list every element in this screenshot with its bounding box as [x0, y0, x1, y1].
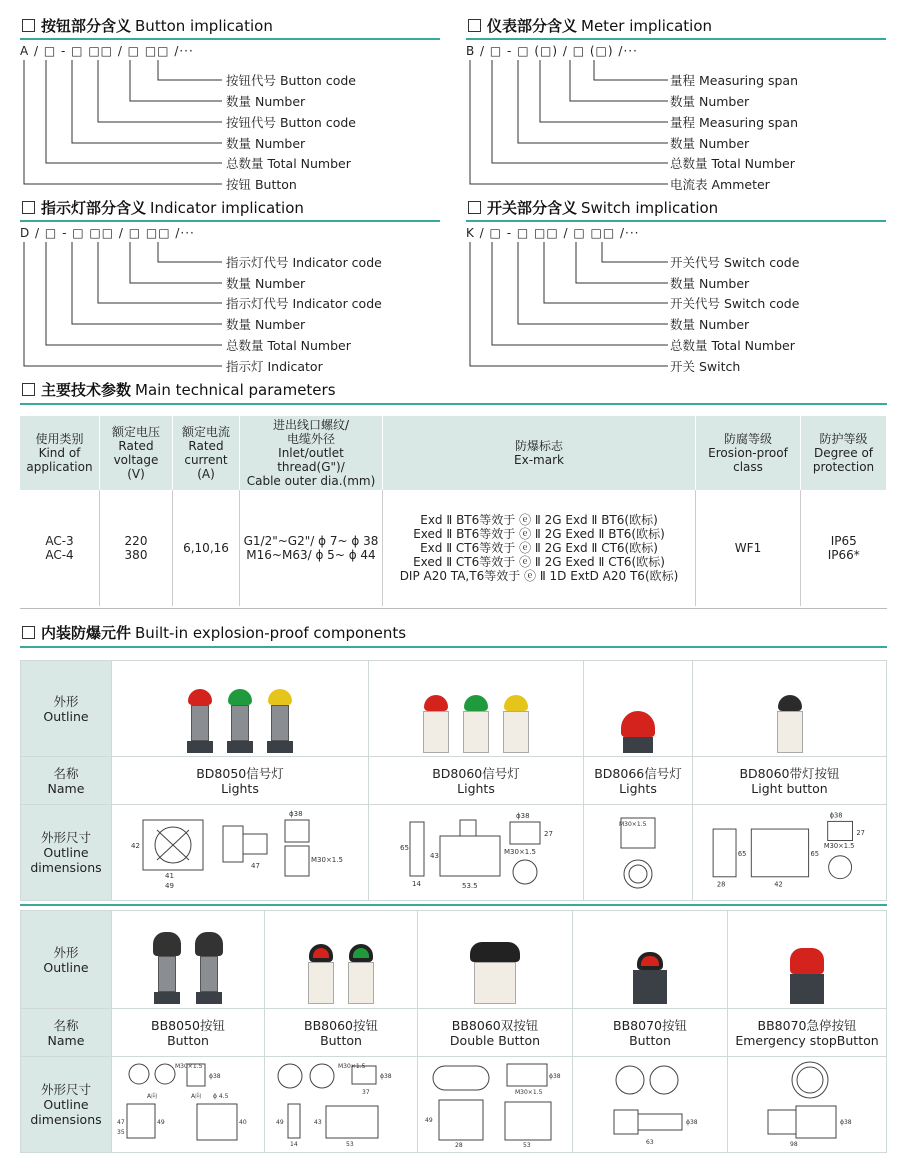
legend-item: 数量 Number [226, 276, 306, 291]
header-protection: 防护等级 Degree of protection [801, 416, 887, 490]
svg-text:53: 53 [346, 1141, 354, 1148]
svg-text:27: 27 [856, 828, 865, 837]
dims-drawing [369, 805, 584, 901]
svg-text:37: 37 [362, 1089, 370, 1096]
outline-bd8060 [369, 661, 584, 757]
svg-text:41: 41 [165, 872, 174, 880]
svg-text:28: 28 [716, 880, 726, 889]
green-button-image [195, 932, 223, 1004]
svg-text:65: 65 [737, 849, 747, 858]
green-light-image [227, 689, 253, 753]
legend-item: 开关代号 Switch code [670, 255, 800, 270]
header-erosion: 防腐等级 Erosion-proof class [696, 416, 801, 490]
outline-bd8060-light-button [693, 661, 887, 757]
legend-item: 总数量 Total Number [226, 156, 351, 171]
svg-text:43: 43 [430, 852, 439, 860]
dims-drawing [584, 805, 693, 901]
red-button-image [153, 932, 181, 1004]
outline-bb8070 [573, 911, 728, 1009]
name-cell: BD8060带灯按钮 Light button [693, 757, 887, 805]
name-cell: BD8066信号灯 Lights [584, 757, 693, 805]
label-name: 名称 Name [21, 1009, 112, 1057]
params-body-row [20, 490, 887, 606]
checkbox-icon [22, 626, 35, 639]
svg-text:14: 14 [290, 1141, 298, 1148]
legend-item: 数量 Number [226, 136, 306, 151]
name-row [21, 757, 887, 805]
green-button-image [348, 944, 374, 1004]
legend-item: 按钮 Button [226, 177, 297, 192]
svg-text:M30×1.5: M30×1.5 [504, 848, 536, 856]
legend-item: 指示灯代号 Indicator code [226, 255, 382, 270]
bb8060-dimension-drawing [266, 1058, 416, 1148]
cell-protection: IP65 IP66* [801, 490, 887, 606]
legend-item: 总数量 Total Number [226, 338, 351, 353]
yellow-light-image [503, 695, 529, 753]
legend-item: 指示灯代号 Indicator code [226, 296, 382, 311]
svg-text:40: 40 [239, 1119, 247, 1126]
light-button-image [777, 695, 803, 753]
svg-text:ϕ38: ϕ38 [829, 811, 843, 820]
outline-row [21, 911, 887, 1009]
label-dims: 外形尺寸 Outline dimensions [21, 805, 112, 901]
svg-text:53: 53 [523, 1142, 531, 1148]
dims-row [21, 805, 887, 901]
header-thread: 进出线口螺纹/ 电缆外径 Inlet/outlet thread(G")/ Cable outer dia.(mm) [240, 416, 383, 490]
bb8060-double-dimension-drawing [419, 1058, 571, 1148]
name-cell: BB8050按钮 Button [112, 1009, 265, 1057]
divider [20, 608, 887, 609]
bd8060-dimension-drawing [370, 806, 582, 896]
legend-item: 数量 Number [670, 276, 750, 291]
svg-text:27: 27 [544, 830, 553, 838]
outline-bd8050 [112, 661, 369, 757]
legend-item: 数量 Number [670, 94, 750, 109]
svg-text:A向: A向 [191, 1093, 202, 1100]
header-voltage: 额定电压 Rated voltage (V) [100, 416, 173, 490]
svg-text:47: 47 [251, 862, 260, 870]
bd8060-light-button-dimension-drawing [694, 806, 885, 896]
svg-text:M30×1.5: M30×1.5 [823, 842, 855, 851]
svg-text:49: 49 [165, 882, 174, 890]
bb8070-dimension-drawing [574, 1058, 726, 1148]
divider [20, 904, 887, 906]
cell-voltage: 220 380 [100, 490, 173, 606]
svg-text:M30×1.5: M30×1.5 [515, 1089, 543, 1096]
legend-item: 开关代号 Switch code [670, 296, 800, 311]
switch-section-title: 开关部分含义 Switch implication [468, 197, 718, 218]
svg-text:M30×1.5: M30×1.5 [311, 856, 343, 864]
svg-text:42: 42 [774, 880, 783, 889]
legend-item: 数量 Number [226, 317, 306, 332]
red-button-image [308, 944, 334, 1004]
svg-text:M30×1.5: M30×1.5 [619, 821, 647, 828]
meter-section-title: 仪表部分含义 Meter implication [468, 15, 712, 36]
label-dims: 外形尺寸 Outline dimensions [21, 1057, 112, 1153]
name-cell: BD8060信号灯 Lights [369, 757, 584, 805]
legend-item: 数量 Number [670, 317, 750, 332]
dims-drawing [418, 1057, 573, 1153]
svg-text:49: 49 [276, 1119, 284, 1126]
name-cell: BD8050信号灯 Lights [112, 757, 369, 805]
red-light-image [187, 689, 213, 753]
outline-bb8060-double [418, 911, 573, 1009]
dims-row [21, 1057, 887, 1153]
svg-text:53.5: 53.5 [462, 882, 478, 890]
svg-text:49: 49 [425, 1117, 433, 1124]
header-current: 额定电流 Rated current (A) [173, 416, 240, 490]
indicator-code-format: D / □ - □ □□ / □ □□ /··· [20, 226, 195, 240]
dims-drawing [265, 1057, 418, 1153]
components-table-1 [20, 660, 887, 901]
params-section-title: 主要技术参数 Main technical parameters [22, 379, 336, 400]
double-button-image [470, 942, 520, 1004]
label-name: 名称 Name [21, 757, 112, 805]
name-cell: BB8060按钮 Button [265, 1009, 418, 1057]
cell-thread: G1/2"~G2"/ ϕ 7~ ϕ 38 M16~M63/ ϕ 5~ ϕ 44 [240, 490, 383, 606]
red-light-image [423, 695, 449, 753]
name-row [21, 1009, 887, 1057]
indicator-section-title: 指示灯部分含义 Indicator implication [22, 197, 304, 218]
legend-item: 指示灯 Indicator [226, 359, 323, 374]
bb8070-emergency-dimension-drawing [729, 1058, 885, 1148]
svg-text:47: 47 [117, 1119, 125, 1126]
legend-item: 按钮代号 Button code [226, 73, 356, 88]
meter-code-format: B / □ - □ (□) / □ (□) /··· [466, 44, 638, 58]
emergency-button-image [790, 948, 824, 1004]
svg-text:63: 63 [646, 1139, 654, 1146]
red-light-image [621, 711, 655, 753]
dims-drawing [693, 805, 887, 901]
dims-drawing [728, 1057, 887, 1153]
bd8050-dimension-drawing [113, 806, 367, 896]
legend-item: 电流表 Ammeter [670, 177, 770, 192]
components-table-2 [20, 910, 887, 1153]
dims-drawing [573, 1057, 728, 1153]
name-cell: BB8060双按钮 Double Button [418, 1009, 573, 1057]
svg-text:35: 35 [117, 1129, 125, 1136]
svg-text:ϕ38: ϕ38 [686, 1119, 698, 1126]
outline-row [21, 661, 887, 757]
outline-bb8050 [112, 911, 265, 1009]
svg-text:14: 14 [412, 880, 421, 888]
bd8066-dimension-drawing [585, 806, 691, 896]
cell-erosion: WF1 [696, 490, 801, 606]
outline-bb8060 [265, 911, 418, 1009]
dims-drawing [112, 805, 369, 901]
dims-drawing [112, 1057, 265, 1153]
outline-bd8066 [584, 661, 693, 757]
black-button-image [633, 952, 667, 1004]
cell-exmark: Exd Ⅱ BT6等效于 ⓔ Ⅱ 2G Exd Ⅱ BT6(欧标) Exed Ⅱ BT6等效于 ⓔ Ⅱ 2G Exed Ⅱ BT6(欧标) Exd Ⅱ CT6等效于 ⓔ Ⅱ 2G Exd Ⅱ CT6(欧标) Exed Ⅱ CT6等效于 ⓔ Ⅱ 2G Exed Ⅱ CT6(欧标) DIP A20 TA,T6等效于 ⓔ Ⅱ 1D ExtD A20 T6(欧标) [383, 490, 696, 606]
divider [20, 646, 887, 648]
legend-item: 总数量 Total Number [670, 156, 795, 171]
switch-code-format: K / □ - □ □□ / □ □□ /··· [466, 226, 640, 240]
label-outline: 外形 Outline [21, 911, 112, 1009]
button-code-format: A / □ - □ □□ / □ □□ /··· [20, 44, 194, 58]
svg-text:43: 43 [314, 1119, 322, 1126]
header-kind: 使用类别 Kind of application [20, 416, 100, 490]
name-cell: BB8070按钮 Button [573, 1009, 728, 1057]
svg-text:ϕ 4.5: ϕ 4.5 [213, 1093, 229, 1100]
button-section-title: 按钮部分含义 Button implication [22, 15, 273, 36]
checkbox-icon [22, 383, 35, 396]
svg-text:28: 28 [455, 1142, 463, 1148]
svg-text:M30×1.5: M30×1.5 [175, 1063, 203, 1070]
svg-text:42: 42 [131, 842, 140, 850]
components-section-title: 内装防爆元件 Built-in explosion-proof components [22, 622, 406, 643]
svg-text:65: 65 [810, 849, 820, 858]
legend-item: 量程 Measuring span [670, 115, 799, 130]
legend-item: 数量 Number [670, 136, 750, 151]
legend-item: 开关 Switch [670, 359, 741, 374]
cell-current: 6,10,16 [173, 490, 240, 606]
svg-text:ϕ38: ϕ38 [380, 1073, 392, 1080]
outline-bb8070-emergency [728, 911, 887, 1009]
svg-text:M30×1.5: M30×1.5 [338, 1063, 366, 1070]
params-header-row [20, 416, 887, 490]
svg-text:49: 49 [157, 1119, 165, 1126]
label-outline: 外形 Outline [21, 661, 112, 757]
svg-text:ϕ38: ϕ38 [840, 1119, 852, 1126]
cell-kind: AC-3 AC-4 [20, 490, 100, 606]
svg-text:ϕ38: ϕ38 [516, 812, 530, 820]
svg-text:ϕ38: ϕ38 [209, 1073, 221, 1080]
legend-item: 按钮代号 Button code [226, 115, 356, 130]
bb8050-dimension-drawing [113, 1058, 263, 1148]
svg-text:ϕ38: ϕ38 [549, 1073, 561, 1080]
yellow-light-image [267, 689, 293, 753]
svg-text:A向: A向 [147, 1093, 158, 1100]
svg-text:65: 65 [400, 844, 409, 852]
name-cell: BB8070急停按钮 Emergency stopButton [728, 1009, 887, 1057]
legend-item: 数量 Number [226, 94, 306, 109]
svg-text:ϕ38: ϕ38 [289, 810, 303, 818]
params-table [20, 416, 887, 606]
svg-text:98: 98 [790, 1141, 798, 1148]
header-exmark: 防爆标志 Ex-mark [383, 416, 696, 490]
divider [20, 403, 887, 405]
legend-item: 总数量 Total Number [670, 338, 795, 353]
green-light-image [463, 695, 489, 753]
legend-item: 量程 Measuring span [670, 73, 799, 88]
